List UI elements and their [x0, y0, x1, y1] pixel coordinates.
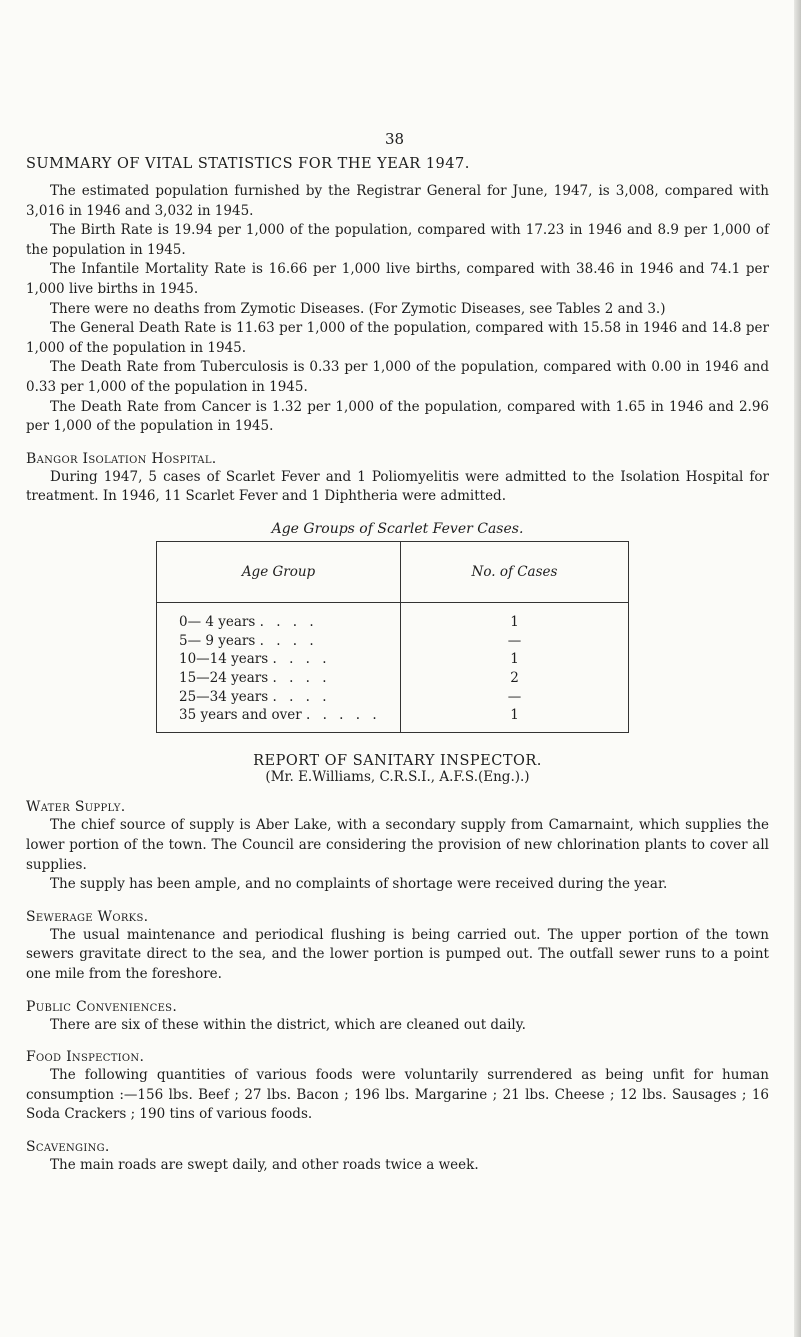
report-subtitle: (Mr. E.Williams, C.R.S.I., A.F.S.(Eng.).)	[265, 769, 530, 786]
table-header-row	[157, 541, 629, 602]
paragraph-birth-rate: The Birth Rate is 19.94 per 1,000 of the population, compared with 17.23 in 1946 and 8.9 per 1,000 of the population in 1945.	[26, 222, 769, 258]
leader-dots: . . . . .	[305, 707, 381, 724]
cases-cell: 1	[401, 602, 629, 631]
leader-dots: . . . .	[259, 632, 318, 649]
table-row	[157, 602, 629, 631]
vital-statistics-section	[26, 182, 769, 437]
conveniences-paragraph: There are six of these within the district, which are cleaned out daily.	[50, 1016, 526, 1033]
isolation-paragraph: During 1947, 5 cases of Scarlet Fever and 1 Poliomyelitis were admitted to the Isolation Hospital for treatment. In 1946, 11 Scarlet Fever and 1 Diphtheria were admitted.	[26, 468, 769, 505]
cases-cell: —	[401, 632, 629, 651]
page-number: 38	[385, 130, 405, 148]
cases-cell: 1	[401, 706, 629, 733]
water-supply-heading: Water Supply.	[26, 799, 126, 816]
col-header-cases: No. of Cases	[401, 541, 629, 602]
food-inspection-paragraph: The following quantities of various foods were voluntarily surrendered as being unfit for human consumption :—156 lbs. Beef ; 27 lbs. Bacon ; 196 lbs. Margarine ; 21 lbs. Cheese ; 12 lbs. Sausages ; 16 Soda Crackers ; 190 tins of various foods.	[26, 1067, 769, 1123]
paragraph-cancer: The Death Rate from Cancer is 1.32 per 1,000 of the population, compared with 1.65 in 1946 and 2.96 per 1,000 of the population in 1945.	[26, 398, 769, 435]
age-group-cell: 5— 9 years	[179, 632, 256, 649]
water-supply-paragraph: The supply has been ample, and no complaints of shortage were received during the year.	[50, 876, 668, 893]
cases-cell: 1	[401, 650, 629, 669]
paragraph-population: The estimated population furnished by the Registrar General for June, 1947, is 3,008, compared with 3,016 in 1946 and 3,032 in 1945.	[26, 183, 769, 219]
cases-cell: 2	[401, 669, 629, 688]
scarlet-fever-table	[156, 541, 629, 734]
paragraph-zymotic: There were no deaths from Zymotic Diseases. (For Zymotic Diseases, see Tables 2 and 3.)	[50, 300, 666, 317]
paragraph-infantile-mortality: The Infantile Mortality Rate is 16.66 per 1,000 live births, compared with 38.46 in 1946 and 74.1 per 1,000 live births in 1945.	[26, 261, 769, 297]
table-row	[157, 706, 629, 733]
cases-cell: —	[401, 687, 629, 706]
document-page	[26, 150, 769, 1176]
paragraph-general-death-rate: The General Death Rate is 11.63 per 1,000 of the population, compared with 15.58 in 1946 and 14.8 per 1,000 of the population in 1945.	[26, 320, 769, 356]
age-group-cell: 10—14 years	[179, 651, 269, 668]
table-row	[157, 632, 629, 651]
isolation-heading: Bangor Isolation Hospital.	[26, 450, 217, 467]
paragraph-tuberculosis: The Death Rate from Tuberculosis is 0.33 per 1,000 of the population, compared with 0.00 in 1946 and 0.33 per 1,000 of the population in 1945.	[26, 359, 769, 395]
report-title: REPORT OF SANITARY INSPECTOR.	[253, 753, 542, 770]
leader-dots: . . . .	[272, 651, 331, 668]
age-group-cell: 35 years and over	[179, 707, 302, 724]
sewerage-heading: Sewerage Works.	[26, 908, 149, 925]
scavenging-heading: Scavenging.	[26, 1139, 110, 1155]
age-group-cell: 15—24 years	[179, 669, 269, 686]
leader-dots: . . . .	[272, 669, 331, 686]
table-caption: Age Groups of Scarlet Fever Cases.	[271, 520, 524, 537]
scavenging-paragraph: The main roads are swept daily, and other roads twice a week.	[50, 1157, 479, 1173]
food-inspection-heading: Food Inspection.	[26, 1049, 145, 1066]
age-group-cell: 0— 4 years	[179, 614, 256, 631]
water-supply-paragraph: The chief source of supply is Aber Lake, with a secondary supply from Camarnaint, which supplies the lower portion of the town. The Council are considering the provision of new chlorination plants to cover all supplies.	[26, 817, 769, 873]
table-row	[157, 669, 629, 688]
col-header-age-group: Age Group	[157, 541, 401, 602]
conveniences-heading: Public Conveniences.	[26, 998, 178, 1015]
table-row	[157, 650, 629, 669]
leader-dots: . . . .	[259, 614, 318, 631]
age-group-cell: 25—34 years	[179, 688, 269, 705]
sewerage-paragraph: The usual maintenance and periodical flushing is being carried out. The upper portion of the town sewers gravitate direct to the sea, and the lower portion is pumped out. The outfall sewer runs to a point one mile from the foreshore.	[26, 926, 769, 983]
page-edge-shadow	[794, 0, 801, 1337]
table-row	[157, 687, 629, 706]
page-title: SUMMARY OF VITAL STATISTICS FOR THE YEAR 1947.	[26, 156, 470, 172]
leader-dots: . . . .	[272, 688, 331, 705]
